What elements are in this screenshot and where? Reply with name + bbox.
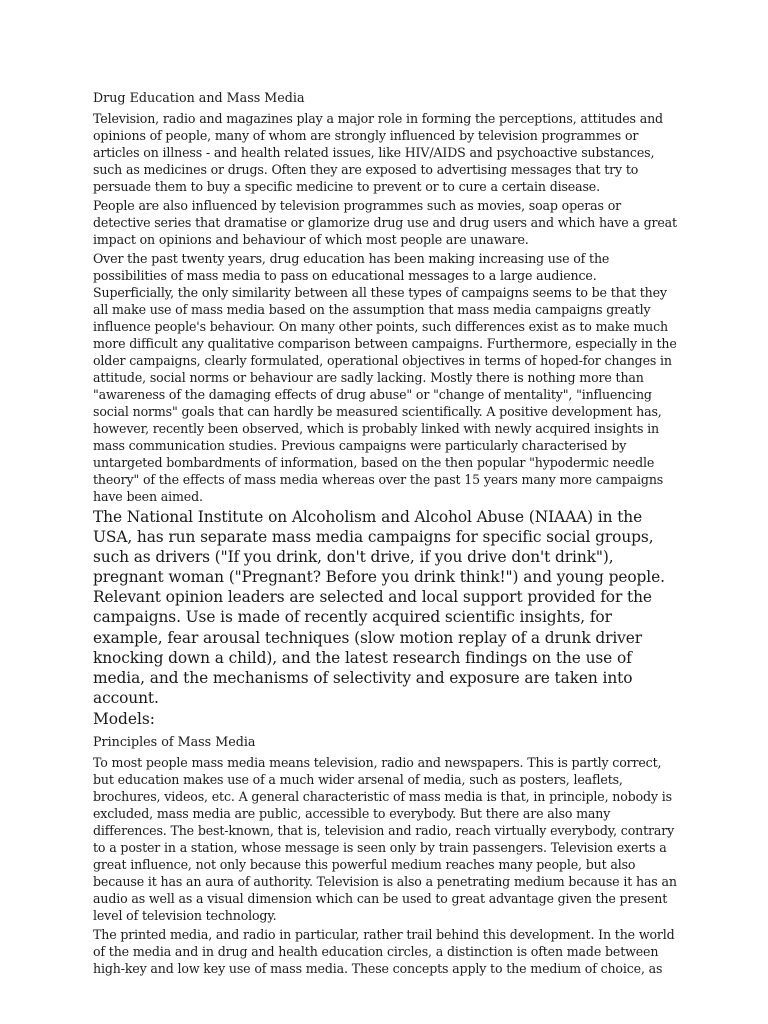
paragraph-printed-media: The printed media, and radio in particular, rather trail behind this development. In the world of the media and in drug and health education circles, a distinction is often made between high-key and low key use of mass media. These concepts apply to the medium of choice, as: [93, 926, 675, 976]
document-page: [93, 89, 678, 979]
models-heading: Models:: [93, 709, 155, 728]
document-title: Drug Education and Mass Media: [93, 90, 305, 105]
paragraph-drug-education-campaigns: Over the past twenty years, drug education has been making increasing use of the possibilities of mass media to pass on educational messages to a large audience. Superficially, the only similarity between all these types of campaigns seems to be that they all make use of mass media based on the assumption that mass media campaigns greatly influence people's behaviour. On many other points, such differences exist as to make much more difficult any qualitative comparison between campaigns. Furthermore, especially in the older campaigns, clearly formulated, operational objectives in terms of hoped-for changes in attitude, social norms or behaviour are sadly lacking. Mostly there is nothing more than "awareness of the damaging effects of drug abuse" or "change of mentality", "influencing social norms" goals that can hardly be measured scientifically. A positive development has, however, recently been observed, which is probably linked with newly acquired insights in mass communication studies. Previous campaigns were particularly characterised by untargeted bombardments of information, based on the then popular "hypodermic needle theory" of the effects of mass media whereas over the past 15 years many more campaigns have been aimed.: [93, 251, 677, 504]
paragraph-niaaa-campaigns: The National Institute on Alcoholism and Alcohol Abuse (NIAAA) in the USA, has run separate mass media campaigns for specific social groups, such as drivers ("If you drink, don't drive, if you drive don't drink"), pregnant woman ("Pregnant? Before you drink think!") and young people. Relevant opinion leaders are selected and local support provided for the campaigns. Use is made of recently acquired scientific insights, for example, fear arousal techniques (slow motion replay of a drunk driver knocking down a child), and the latest research findings on the use of media, and the mechanisms of selectivity and exposure are taken into account.: [93, 508, 665, 707]
principles-heading: Principles of Mass Media: [93, 733, 256, 749]
paragraph-television-programmes: People are also influenced by television programmes such as movies, soap operas or detective series that dramatise or glamorize drug use and drug users and which have a great impact on opinions and behaviour of which most people are unaware.: [93, 198, 677, 247]
paragraph-principles-mass-media: To most people mass media means television, radio and newspapers. This is partly correct, but education makes use of a much wider arsenal of media, such as posters, leaflets, brochures, videos, etc. A general characteristic of mass media is that, in principle, nobody is excluded, mass media are public, accessible to everybody. But there are also many differences. The best-known, that is, television and radio, reach virtually everybody, contrary to a poster in a station, whose message is seen only by train passengers. Television exerts a great influence, not only because this powerful medium reaches many people, but also because it has an aura of authority. Television is also a penetrating medium because it has an audio as well as a visual dimension which can be used to great advantage given the present level of television technology.: [93, 754, 677, 923]
paragraph-media-influence: Television, radio and magazines play a major role in forming the perceptions, attitudes and opinions of people, many of whom are strongly influenced by television programmes or articles on illness - and health related issues, like HIV/AIDS and psychoactive substances, such as medicines or drugs. Often they are exposed to advertising messages that try to persuade them to buy a specific medicine to prevent or to cure a certain disease.: [93, 111, 663, 194]
